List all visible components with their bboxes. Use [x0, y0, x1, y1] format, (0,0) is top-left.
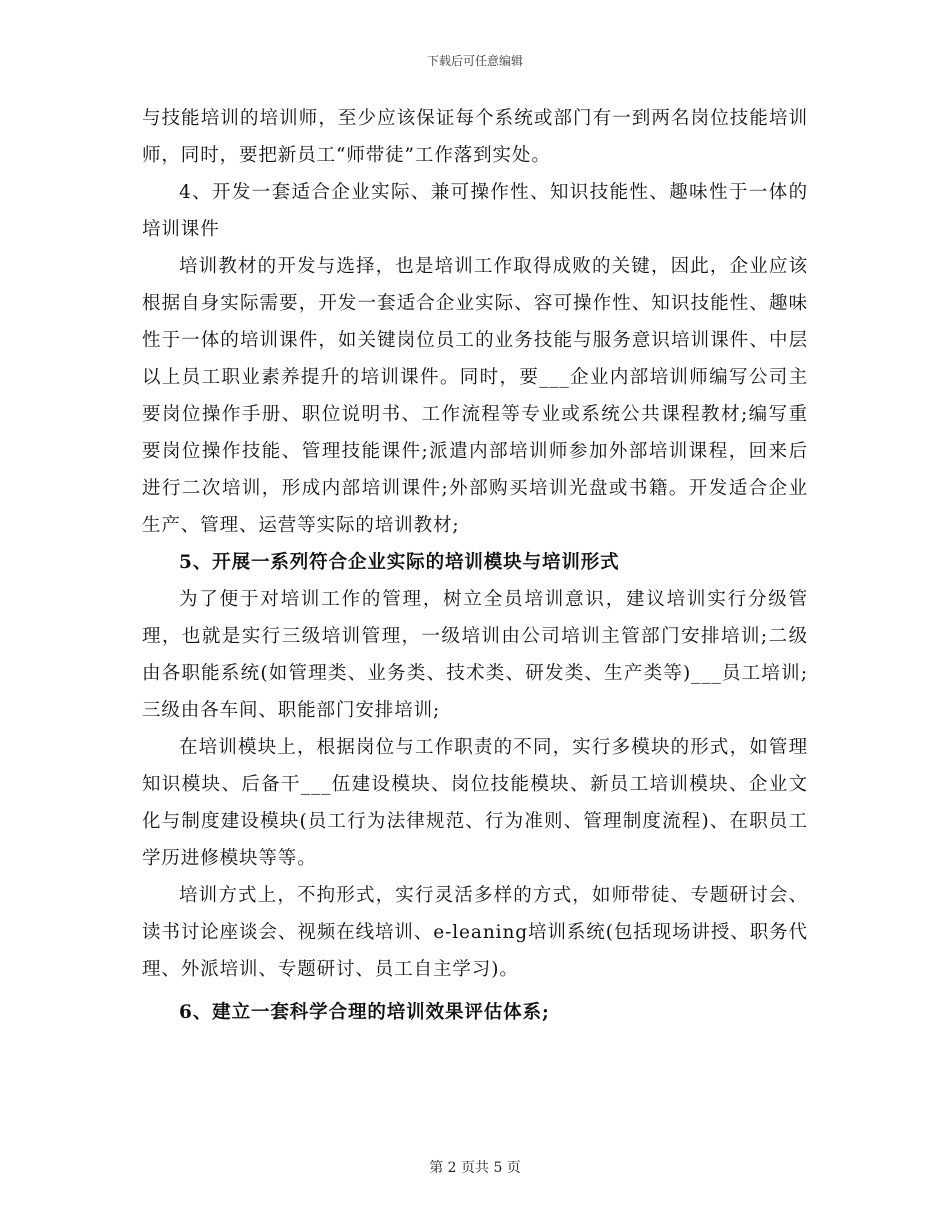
page-footer: 第 2 页共 5 页	[429, 1160, 521, 1176]
paragraph-continuation: 与技能培训的培训师，至少应该保证每个系统或部门有一到两名岗位技能培训师，同时，要把新员工“师带徒”工作落到实处。	[142, 108, 808, 166]
paragraph-training-methods: 培训方式上，不拘形式，实行灵活多样的方式，如师带徒、专题研讨会、读书讨论座谈会、视频在线培训、e-leaning培训系统(包括现场讲授、职务代理、外派培训、专题研讨、员工自主学习)。	[142, 885, 808, 980]
paragraph-tiered-management: 为了便于对培训工作的管理，树立全员培训意识，建议培训实行分级管理，也就是实行三级培训管理，一级培训由公司培训主管部门安排培训;二级由各职能系统(如管理类、业务类、技术类、研发类、生产类等)___员工培训;三级由各车间、职能部门安排培训;	[142, 589, 808, 721]
document-body	[142, 100, 808, 1031]
heading-item-5: 5、开展一系列符合企业实际的培训模块与培训形式	[179, 552, 620, 573]
page-header: 下载后可任意编辑	[426, 54, 523, 68]
paragraph-training-modules: 在培训模块上，根据岗位与工作职责的不同，实行多模块的形式，如管理知识模块、后备干___伍建设模块、岗位技能模块、新员工培训模块、企业文化与制度建设模块(员工行为法律规范、行为准则、管理制度流程)、在职员工学历进修模块等等。	[142, 737, 808, 869]
paragraph-item-4-title: 4、开发一套适合企业实际、兼可操作性、知识技能性、趣味性于一体的培训课件	[142, 182, 808, 240]
paragraph-courseware: 培训教材的开发与选择，也是培训工作取得成败的关键，因此，企业应该根据自身实际需要，开发一套适合企业实际、容可操作性、知识技能性、趣味性于一体的培训课件，如关键岗位员工的业务技能与服务意识培训课件、中层以上员工职业素养提升的培训课件。同时，要___企业内部培训师编写公司主要岗位操作手册、职位说明书、工作流程等专业或系统公共课程教材;编写重要岗位操作技能、管理技能课件;派遣内部培训师参加外部培训课程，回来后进行二次培训，形成内部培训课件;外部购买培训光盘或书籍。开发适合企业生产、管理、运营等实际的培训教材;	[142, 256, 808, 536]
heading-item-6: 6、建立一套科学合理的培训效果评估体系;	[179, 1002, 550, 1023]
